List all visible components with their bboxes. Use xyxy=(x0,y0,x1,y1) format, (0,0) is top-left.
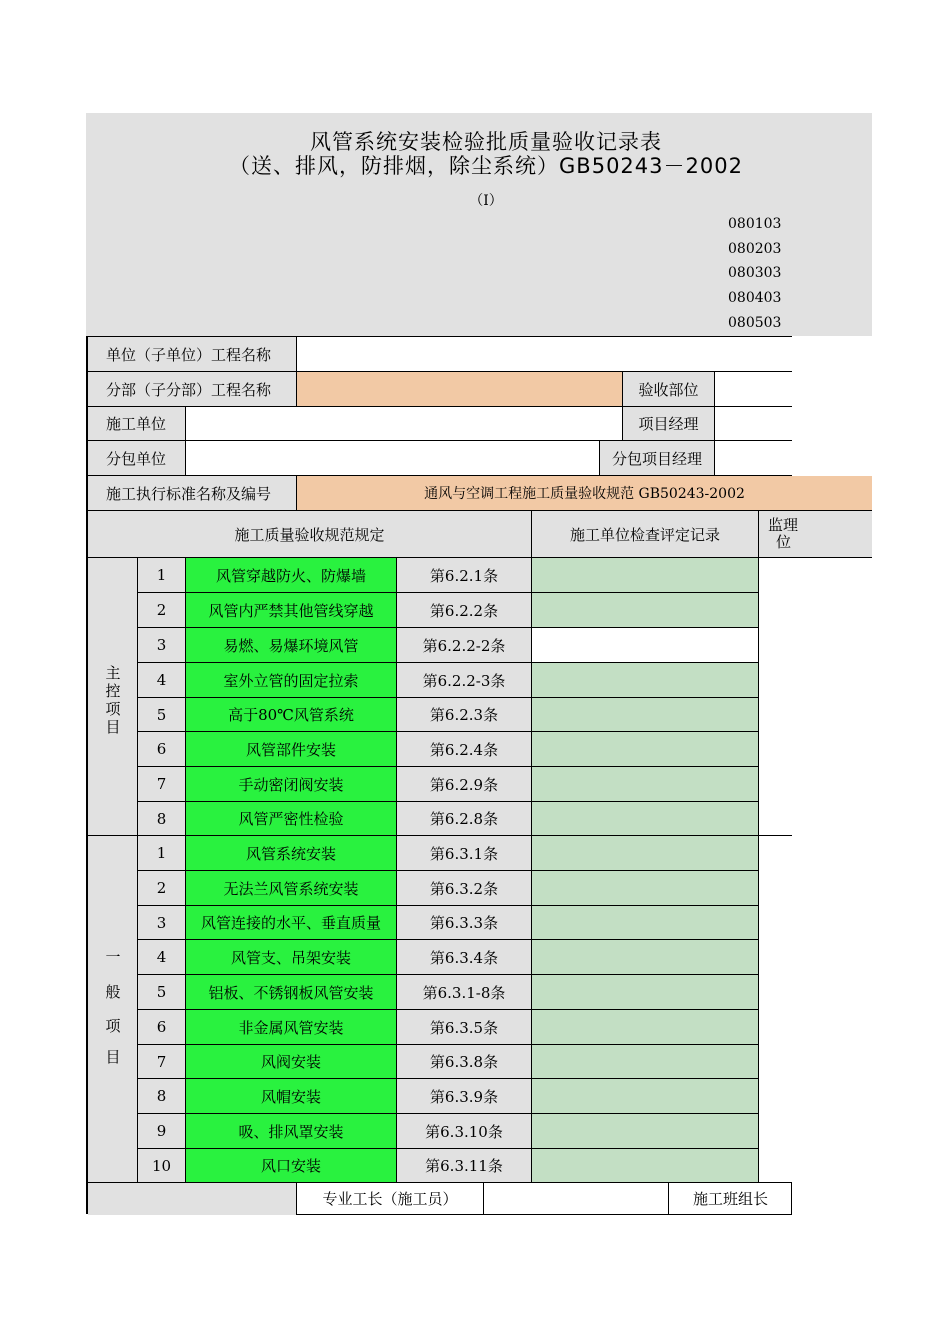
row-number: 8 xyxy=(138,1079,186,1114)
row-number: 3 xyxy=(138,906,186,940)
clause-ref: 第6.3.10条 xyxy=(397,1114,532,1149)
form-title: 风管系统安装检验批质量验收记录表 xyxy=(310,130,662,154)
general-group-char: 般 xyxy=(105,983,121,1001)
subdivision-label: 分部（子分部）工程名称 xyxy=(88,372,297,407)
supervisor-header-line1: 监理 xyxy=(768,516,799,534)
contractor-record-cell[interactable] xyxy=(532,732,759,767)
row-number: 2 xyxy=(138,593,186,628)
row-number: 4 xyxy=(138,663,186,698)
project-manager-value[interactable] xyxy=(715,407,792,441)
row-number: 1 xyxy=(138,836,186,871)
inspection-item: 高于80℃风管系统 xyxy=(186,698,397,732)
general-group-label xyxy=(88,836,138,1183)
main-group-char: 控 xyxy=(105,682,121,700)
form-code: 080303 xyxy=(728,265,782,281)
row-number: 9 xyxy=(138,1114,186,1149)
form-volume-marker: （Ⅰ） xyxy=(469,193,503,209)
inspection-item: 风帽安装 xyxy=(186,1079,397,1114)
contractor-record-cell[interactable] xyxy=(532,698,759,732)
row-number: 6 xyxy=(138,1010,186,1045)
inspection-item: 非金属风管安装 xyxy=(186,1010,397,1045)
row-number: 10 xyxy=(138,1149,186,1183)
supervisor-record-header xyxy=(759,511,872,558)
clause-ref: 第6.2.8条 xyxy=(397,802,532,836)
inspection-item: 无法兰风管系统安装 xyxy=(186,871,397,906)
supervisor-record-main[interactable] xyxy=(759,558,792,836)
contractor-record-cell[interactable] xyxy=(532,940,759,975)
inspection-item: 风管部件安装 xyxy=(186,732,397,767)
row-number: 7 xyxy=(138,1045,186,1079)
contractor-record-cell[interactable] xyxy=(532,593,759,628)
general-group-char: 一 xyxy=(105,948,121,966)
contractor-record-cell[interactable] xyxy=(532,663,759,698)
row-number: 5 xyxy=(138,975,186,1010)
row-number: 1 xyxy=(138,558,186,593)
contractor-record-cell[interactable] xyxy=(532,767,759,802)
supervisor-record-general[interactable] xyxy=(759,836,792,1183)
clause-ref: 第6.3.4条 xyxy=(397,940,532,975)
sub-project-manager-label: 分包项目经理 xyxy=(600,441,715,476)
inspection-item: 易燃、易爆环境风管 xyxy=(186,628,397,663)
subcontractor-label: 分包单位 xyxy=(88,441,186,476)
contractor-record-cell[interactable] xyxy=(532,1079,759,1114)
general-group-char: 目 xyxy=(105,1048,121,1066)
acceptance-part-value[interactable] xyxy=(715,372,792,407)
clause-ref: 第6.3.5条 xyxy=(397,1010,532,1045)
sub-project-manager-value[interactable] xyxy=(715,441,792,476)
contractor-record-cell[interactable] xyxy=(532,975,759,1010)
row-number: 6 xyxy=(138,732,186,767)
inspection-item: 风管支、吊架安装 xyxy=(186,940,397,975)
inspection-item: 风管连接的水平、垂直质量 xyxy=(186,906,397,940)
row-number: 4 xyxy=(138,940,186,975)
unit-project-value[interactable] xyxy=(297,337,792,372)
inspection-item: 风口安装 xyxy=(186,1149,397,1183)
supervisor-header-line2: 位 xyxy=(776,533,792,551)
inspection-item: 风阀安装 xyxy=(186,1045,397,1079)
clause-ref: 第6.3.1条 xyxy=(397,836,532,871)
inspection-item: 室外立管的固定拉索 xyxy=(186,663,397,698)
contractor-record-cell[interactable] xyxy=(532,802,759,836)
unit-project-label: 单位（子单位）工程名称 xyxy=(88,337,297,372)
row-number: 2 xyxy=(138,871,186,906)
contractor-record-cell[interactable] xyxy=(532,1045,759,1079)
clause-ref: 第6.2.2-3条 xyxy=(397,663,532,698)
contractor-record-cell[interactable] xyxy=(532,558,759,593)
inspection-item: 风管内严禁其他管线穿越 xyxy=(186,593,397,628)
project-manager-label: 项目经理 xyxy=(623,407,715,441)
subcontractor-value[interactable] xyxy=(186,441,600,476)
clause-ref: 第6.2.9条 xyxy=(397,767,532,802)
contractor-record-cell[interactable] xyxy=(532,1149,759,1183)
form-code: 080103 xyxy=(728,216,782,232)
standard-value[interactable]: 通风与空调工程施工质量验收规范 GB50243-2002 xyxy=(297,476,872,511)
form-code: 080203 xyxy=(728,241,782,257)
general-group-char: 项 xyxy=(105,1017,121,1035)
clause-ref: 第6.2.1条 xyxy=(397,558,532,593)
contractor-record-cell[interactable] xyxy=(532,1010,759,1045)
spec-header: 施工质量验收规范规定 xyxy=(88,511,532,558)
clause-ref: 第6.2.2条 xyxy=(397,593,532,628)
contractor-record-cell[interactable] xyxy=(532,871,759,906)
contractor-record-cell[interactable] xyxy=(532,906,759,940)
clause-ref: 第6.3.9条 xyxy=(397,1079,532,1114)
inspection-item: 风管穿越防火、防爆墙 xyxy=(186,558,397,593)
row-number: 3 xyxy=(138,628,186,663)
form-code: 080503 xyxy=(728,315,782,331)
row-number: 7 xyxy=(138,767,186,802)
inspection-item: 手动密闭阀安装 xyxy=(186,767,397,802)
clause-ref: 第6.2.3条 xyxy=(397,698,532,732)
main-group-char: 项 xyxy=(105,700,121,718)
row-number: 8 xyxy=(138,802,186,836)
inspection-item: 风管系统安装 xyxy=(186,836,397,871)
clause-ref: 第6.3.11条 xyxy=(397,1149,532,1183)
contractor-record-header: 施工单位检查评定记录 xyxy=(532,511,759,558)
clause-ref: 第6.3.3条 xyxy=(397,906,532,940)
footer-left-cell xyxy=(88,1183,297,1215)
form-code: 080403 xyxy=(728,290,782,306)
main-group-char: 目 xyxy=(105,718,121,736)
foreman-value[interactable] xyxy=(484,1183,669,1215)
clause-ref: 第6.3.1-8条 xyxy=(397,975,532,1010)
main-group-char: 主 xyxy=(105,664,121,682)
row-number: 5 xyxy=(138,698,186,732)
team-leader-label: 施工班组长 xyxy=(669,1183,792,1215)
contractor-record-cell[interactable] xyxy=(532,628,759,663)
inspection-item: 风管严密性检验 xyxy=(186,802,397,836)
acceptance-part-label: 验收部位 xyxy=(623,372,715,407)
inspection-item: 吸、排风罩安装 xyxy=(186,1114,397,1149)
clause-ref: 第6.3.8条 xyxy=(397,1045,532,1079)
foreman-label: 专业工长（施工员） xyxy=(297,1183,484,1215)
inspection-item: 铝板、不锈钢板风管安装 xyxy=(186,975,397,1010)
contractor-label: 施工单位 xyxy=(88,407,186,441)
clause-ref: 第6.2.4条 xyxy=(397,732,532,767)
contractor-value[interactable] xyxy=(186,407,623,441)
contractor-record-cell[interactable] xyxy=(532,1114,759,1149)
standard-label: 施工执行标准名称及编号 xyxy=(88,476,297,511)
footer-right-edge xyxy=(791,1183,792,1215)
clause-ref: 第6.2.2-2条 xyxy=(397,628,532,663)
contractor-record-cell[interactable] xyxy=(532,836,759,871)
subdivision-value[interactable] xyxy=(297,372,623,407)
form-subtitle: （送、排风，防排烟，除尘系统）GB50243－2002 xyxy=(229,154,743,178)
clause-ref: 第6.3.2条 xyxy=(397,871,532,906)
